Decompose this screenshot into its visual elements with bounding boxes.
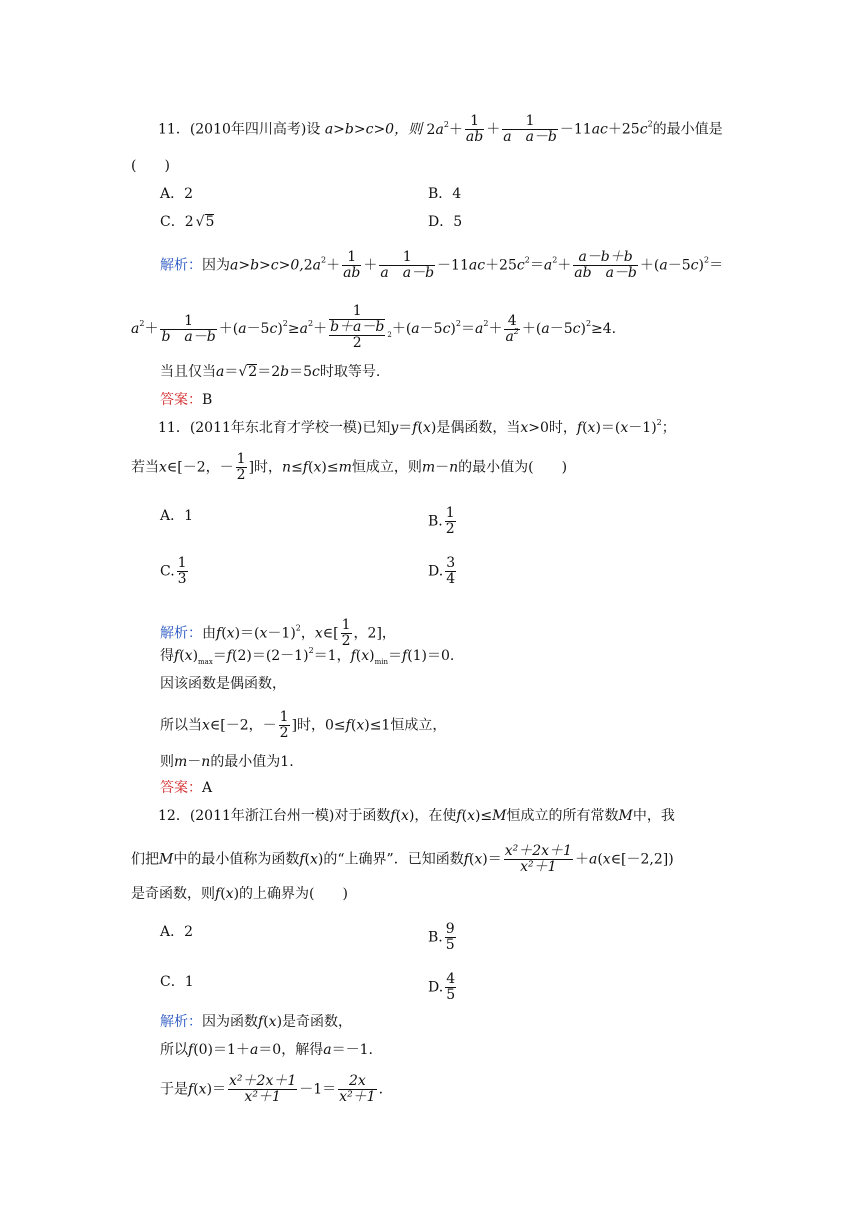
q11b-line1: 11．(2011年东北育才学校一模)已知y＝f(x)是偶函数，当x>0时，$f(x)=(x-1)^2$；: [158, 418, 676, 436]
q11b-solution-line2: 得$f(x)_{max}=f(2)=(2-1)^2=1$，$f(x)_{min}=f(1)=0$.: [160, 646, 455, 666]
q11b-solution-line5: 则m－n的最小值为1.: [160, 754, 294, 770]
q12-solution-line2: 所以f(0)＝1＋a＝0，解得a＝－1.: [160, 1042, 373, 1058]
q11a-line1: 11．(2010年四川高考)设 a>b>c>0，则 $2a^2+$ $\frac{1}{ab}$ ＋ $\frac{1}{\text{a a－b}}$ $-11ac+25c^2$的最小值是: [158, 113, 723, 145]
q11a-solution-line2: $a^2+$ $\frac{1}{\text{b a－b}}$ $+(a-5c)^2\ge a^2+$ 1 b＋a－b 2 $_2+(a-5c)^2=a^2+$ $\frac{4}{a^2}$ $+(a-5c)^2\ge 4$.: [131, 303, 617, 351]
q11a-expr: $2a^2+$: [426, 119, 463, 138]
q11b-line2: 若当x∈[－2，－ $\frac{1}{2}$ ]时，n≤f(x)≤m恒成立，则m－n的最小值为( ): [131, 451, 568, 483]
q12-solution-line1: 解析：因为函数f(x)是奇函数，: [160, 1014, 353, 1030]
q11a-solution-line1: 解析：因为$a>b>c>0,2a^2+$ $\frac{1}{ab}$ ＋ $\frac{1}{\text{a a－b}}$ $-11ac+25c^2=a^2+$ $\frac{a-b+b}{\text{ab a－b}}$ $+(a-5c)^2=$: [160, 249, 724, 281]
q12-option-b: B. $\frac{9}{5}$: [428, 921, 455, 953]
q11b-option-d: D. $\frac{3}{4}$: [428, 555, 456, 587]
q11a-option-d: D．5: [428, 214, 463, 230]
q12-line2: 们把M中的最小值称为函数f(x)的“上确界”．已知函数f(x)＝ $\frac{\text{x²＋2x＋1}}{\text{x²＋1}}$ ＋a(x∈[－2,2]): [131, 843, 674, 875]
q11a-paren: ( ): [131, 158, 170, 174]
q11b-solution-line3: 因该函数是偶函数，: [160, 676, 286, 692]
q11b-solution-line1: 解析：由$f(x)=(x-1)^2$，x∈[ $\frac{1}{2}$ ，2]，: [160, 617, 396, 649]
q11b-option-c: C. $\frac{1}{3}$: [160, 555, 187, 587]
q11a-option-c: C．2 √5: [160, 214, 215, 230]
q11a-frac1: $\frac{1}{ab}$: [465, 113, 484, 145]
q12-option-c: C．1: [160, 974, 194, 990]
q12-solution-line3: 于是f(x)＝ $\frac{\text{x²＋2x＋1}}{\text{x²＋1}}$ －1＝ $\frac{2x}{\text{x²＋1}}$ .: [160, 1073, 384, 1105]
q11b-option-a: A．1: [160, 508, 194, 524]
q11b-option-b: B. $\frac{1}{2}$: [428, 505, 455, 537]
jiexi-label: 解析：: [160, 257, 202, 274]
q11a-lead: 11．(2010年四川高考)设: [158, 121, 321, 138]
q11a-frac2: $\frac{1}{\text{a a－b}}$: [503, 113, 557, 145]
q11a-option-a: A．2: [160, 186, 194, 202]
q11b-answer: 答案：A: [160, 780, 213, 796]
q11b-solution-line4: 所以当x∈[－2，－ $\frac{1}{2}$ ]时，0≤f(x)≤1恒成立，: [160, 709, 447, 741]
q11a-tail: 的最小值是: [652, 121, 723, 138]
q12-option-a: A．2: [160, 924, 194, 940]
q11a-cond: a>b>c>0，则: [324, 121, 423, 138]
q12-line1: 12．(2011年浙江台州一模)对于函数f(x)，在使f(x)≤M恒成立的所有常数M中，我: [158, 808, 675, 824]
q11a-option-b: B．4: [428, 186, 462, 202]
q11a-answer: 答案：B: [160, 392, 213, 408]
q12-option-d: D. $\frac{4}{5}$: [428, 971, 456, 1003]
q12-line3: 是奇函数，则f(x)的上确界为( ): [131, 886, 348, 902]
q11a-equality: 当且仅当a＝√2＝2b＝5c时取等号.: [160, 364, 381, 380]
